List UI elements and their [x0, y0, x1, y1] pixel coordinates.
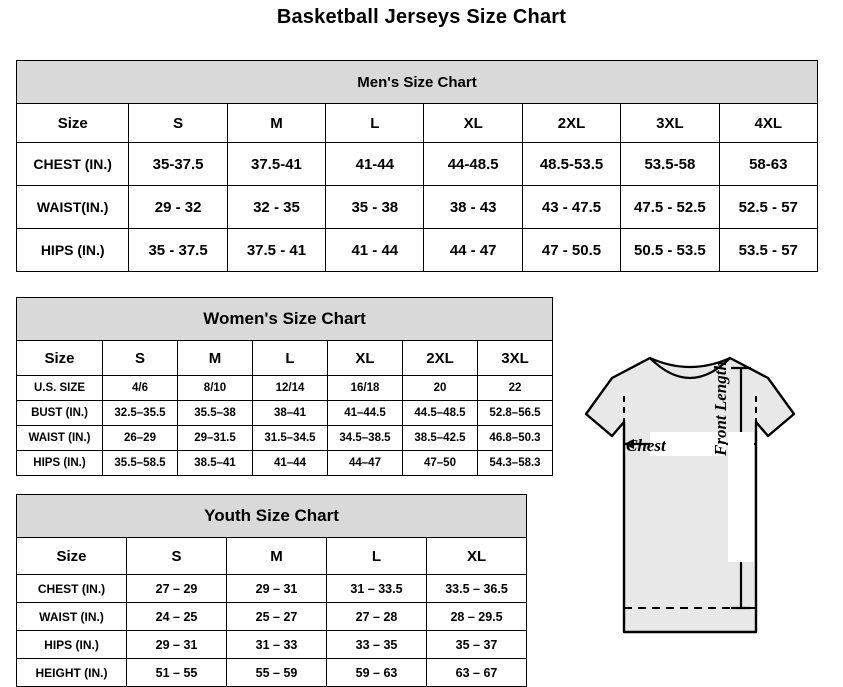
womens-hips-s: 35.5–58.5: [103, 451, 178, 476]
table-row: [17, 659, 527, 687]
front-length-label: Front Length: [711, 361, 730, 456]
mens-chart-title-row: [17, 61, 818, 104]
youth-row-label-height: HEIGHT (IN.): [17, 659, 127, 687]
womens-waist-2xl: 38.5–42.5: [403, 426, 478, 451]
mens-col-m: M: [227, 104, 325, 143]
mens-hips-4xl: 53.5 - 57: [719, 229, 817, 272]
womens-bust-s: 32.5–35.5: [103, 401, 178, 426]
womens-bust-m: 35.5–38: [178, 401, 253, 426]
mens-hips-l: 41 - 44: [326, 229, 424, 272]
mens-col-4xl: 4XL: [719, 104, 817, 143]
page-title: Basketball Jerseys Size Chart: [276, 6, 567, 28]
womens-col-2xl: 2XL: [403, 341, 478, 376]
youth-waist-l: 27 – 28: [327, 603, 427, 631]
womens-hips-2xl: 47–50: [403, 451, 478, 476]
womens-bust-2xl: 44.5–48.5: [403, 401, 478, 426]
youth-col-s: S: [127, 538, 227, 575]
mens-hips-m: 37.5 - 41: [227, 229, 325, 272]
womens-size-chart-table: [16, 297, 553, 476]
table-row: [17, 186, 818, 229]
womens-hips-3xl: 54.3–58.3: [478, 451, 553, 476]
mens-col-l: L: [326, 104, 424, 143]
youth-chart-title: Youth Size Chart: [17, 495, 527, 538]
table-row: [17, 631, 527, 659]
womens-waist-m: 29–31.5: [178, 426, 253, 451]
mens-col-size: Size: [17, 104, 129, 143]
mens-chart-header-row: [17, 104, 818, 143]
youth-waist-xl: 28 – 29.5: [427, 603, 527, 631]
womens-row-label-waist: WAIST (IN.): [17, 426, 103, 451]
womens-hips-l: 41–44: [253, 451, 328, 476]
mens-col-3xl: 3XL: [621, 104, 719, 143]
table-row: [17, 376, 553, 401]
mens-waist-3xl: 47.5 - 52.5: [621, 186, 719, 229]
womens-ussize-xl: 16/18: [328, 376, 403, 401]
mens-row-label-chest: CHEST (IN.): [17, 143, 129, 186]
womens-row-label-bust: BUST (IN.): [17, 401, 103, 426]
womens-ussize-s: 4/6: [103, 376, 178, 401]
womens-col-3xl: 3XL: [478, 341, 553, 376]
youth-hips-l: 33 – 35: [327, 631, 427, 659]
youth-row-label-hips: HIPS (IN.): [17, 631, 127, 659]
womens-row-label-hips: HIPS (IN.): [17, 451, 103, 476]
mens-chest-4xl: 58-63: [719, 143, 817, 186]
womens-chart-title: Women's Size Chart: [17, 298, 553, 341]
youth-col-l: L: [327, 538, 427, 575]
youth-hips-m: 31 – 33: [227, 631, 327, 659]
mens-waist-4xl: 52.5 - 57: [719, 186, 817, 229]
chest-label: Chest: [626, 436, 666, 455]
table-row: [17, 575, 527, 603]
womens-col-xl: XL: [328, 341, 403, 376]
womens-chart-title-row: [17, 298, 553, 341]
womens-row-label-us-size: U.S. SIZE: [17, 376, 103, 401]
youth-row-label-chest: CHEST (IN.): [17, 575, 127, 603]
womens-col-m: M: [178, 341, 253, 376]
youth-height-l: 59 – 63: [327, 659, 427, 687]
youth-waist-m: 25 – 27: [227, 603, 327, 631]
mens-waist-s: 29 - 32: [129, 186, 227, 229]
youth-chest-m: 29 – 31: [227, 575, 327, 603]
table-row: [17, 143, 818, 186]
youth-waist-s: 24 – 25: [127, 603, 227, 631]
mens-hips-3xl: 50.5 - 53.5: [621, 229, 719, 272]
youth-row-label-waist: WAIST (IN.): [17, 603, 127, 631]
mens-row-label-waist: WAIST(IN.): [17, 186, 129, 229]
table-row: [17, 401, 553, 426]
womens-ussize-2xl: 20: [403, 376, 478, 401]
mens-waist-2xl: 43 - 47.5: [522, 186, 620, 229]
mens-size-chart-table: [16, 60, 818, 272]
youth-height-s: 51 – 55: [127, 659, 227, 687]
womens-col-l: L: [253, 341, 328, 376]
youth-height-xl: 63 – 67: [427, 659, 527, 687]
youth-size-chart-table: [16, 494, 527, 687]
mens-hips-s: 35 - 37.5: [129, 229, 227, 272]
mens-chart-title: Men's Size Chart: [17, 61, 818, 104]
youth-height-m: 55 – 59: [227, 659, 327, 687]
mens-hips-2xl: 47 - 50.5: [522, 229, 620, 272]
shirt-body: [586, 358, 794, 632]
youth-col-size: Size: [17, 538, 127, 575]
womens-hips-xl: 44–47: [328, 451, 403, 476]
mens-row-label-hips: HIPS (IN.): [17, 229, 129, 272]
youth-chest-l: 31 – 33.5: [327, 575, 427, 603]
womens-hips-m: 38.5–41: [178, 451, 253, 476]
womens-waist-xl: 34.5–38.5: [328, 426, 403, 451]
womens-col-s: S: [103, 341, 178, 376]
youth-hips-s: 29 – 31: [127, 631, 227, 659]
youth-chest-s: 27 – 29: [127, 575, 227, 603]
womens-waist-s: 26–29: [103, 426, 178, 451]
womens-ussize-3xl: 22: [478, 376, 553, 401]
table-row: [17, 451, 553, 476]
youth-col-m: M: [227, 538, 327, 575]
shirt-icon: [540, 336, 840, 672]
youth-chest-xl: 33.5 – 36.5: [427, 575, 527, 603]
mens-col-s: S: [129, 104, 227, 143]
table-row: [17, 603, 527, 631]
youth-chart-title-row: [17, 495, 527, 538]
mens-chest-s: 35-37.5: [129, 143, 227, 186]
front-length-label-bg: [728, 432, 754, 562]
mens-chest-m: 37.5-41: [227, 143, 325, 186]
shirt-measurement-diagram: [540, 336, 840, 672]
womens-ussize-l: 12/14: [253, 376, 328, 401]
table-row: [17, 426, 553, 451]
womens-bust-l: 38–41: [253, 401, 328, 426]
mens-col-2xl: 2XL: [522, 104, 620, 143]
youth-col-xl: XL: [427, 538, 527, 575]
mens-chest-3xl: 53.5-58: [621, 143, 719, 186]
mens-chest-xl: 44-48.5: [424, 143, 522, 186]
mens-chest-2xl: 48.5-53.5: [522, 143, 620, 186]
womens-chart-header-row: [17, 341, 553, 376]
youth-chart-header-row: [17, 538, 527, 575]
womens-col-size: Size: [17, 341, 103, 376]
mens-waist-l: 35 - 38: [326, 186, 424, 229]
mens-chest-l: 41-44: [326, 143, 424, 186]
mens-waist-xl: 38 - 43: [424, 186, 522, 229]
womens-bust-3xl: 52.8–56.5: [478, 401, 553, 426]
womens-waist-l: 31.5–34.5: [253, 426, 328, 451]
mens-waist-m: 32 - 35: [227, 186, 325, 229]
mens-col-xl: XL: [424, 104, 522, 143]
mens-hips-xl: 44 - 47: [424, 229, 522, 272]
youth-hips-xl: 35 – 37: [427, 631, 527, 659]
womens-bust-xl: 41–44.5: [328, 401, 403, 426]
womens-ussize-m: 8/10: [178, 376, 253, 401]
table-row: [17, 229, 818, 272]
womens-waist-3xl: 46.8–50.3: [478, 426, 553, 451]
